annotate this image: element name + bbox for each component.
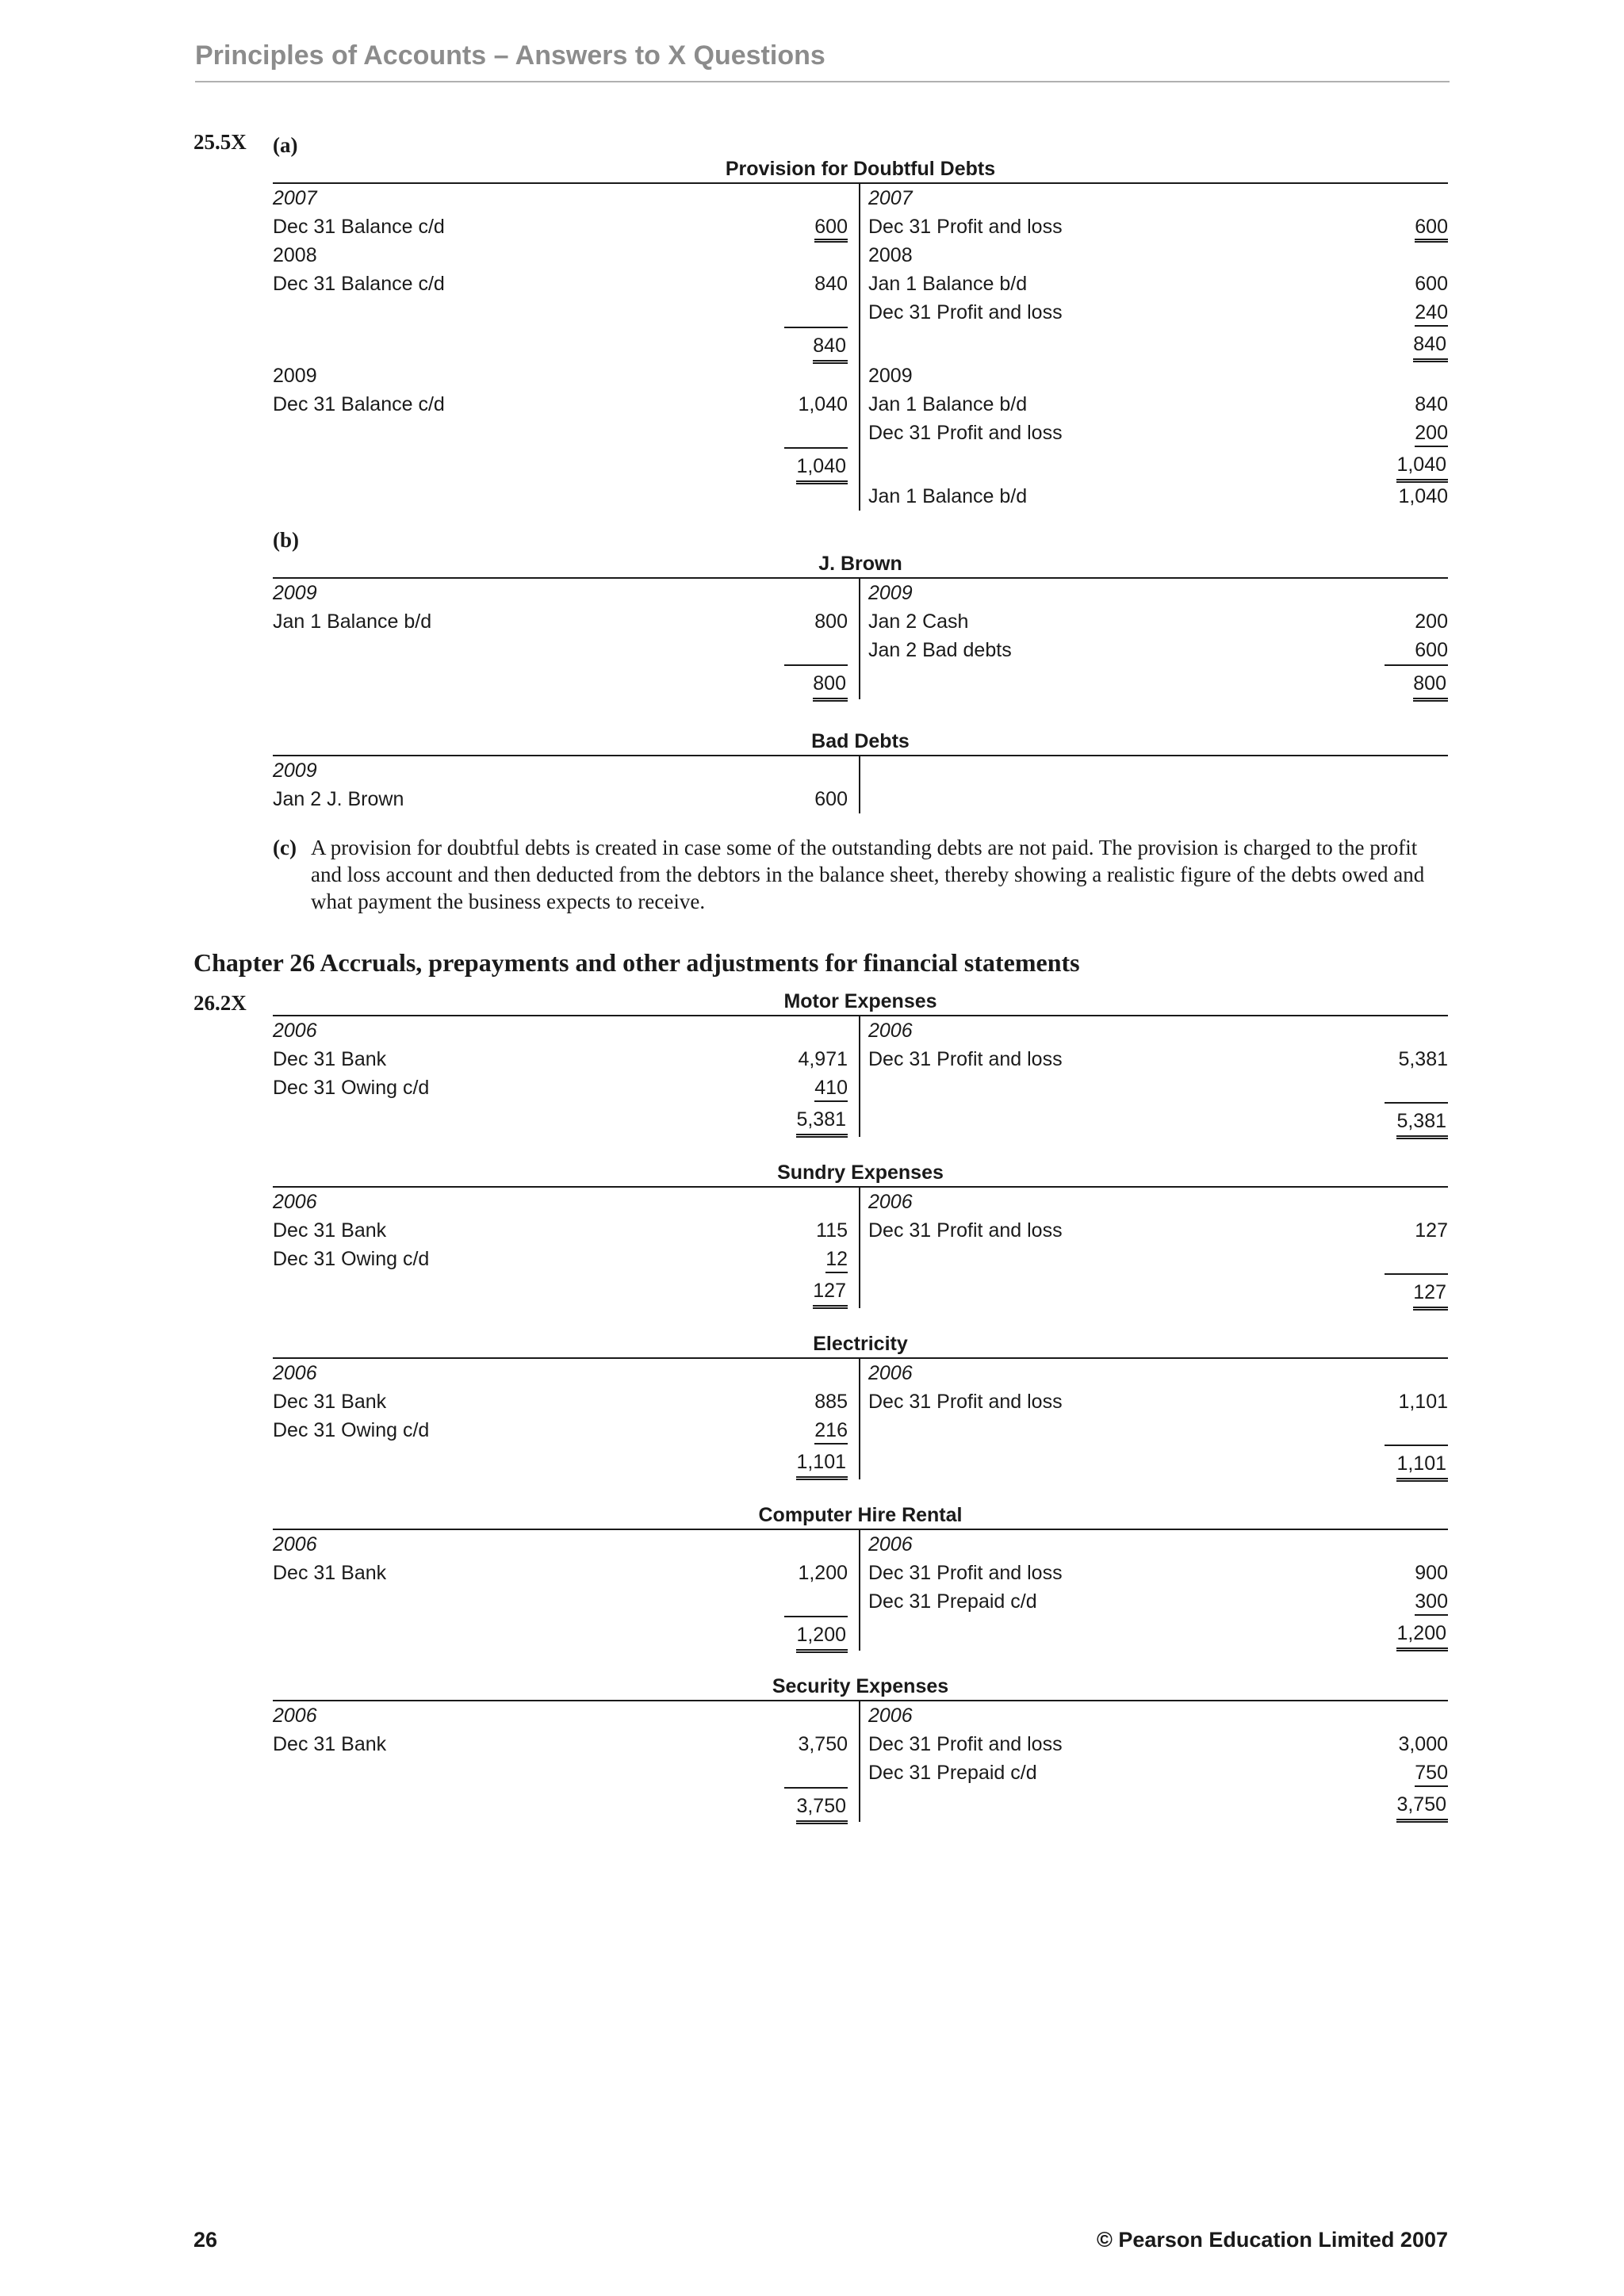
entry-desc: Dec 31 Profit and loss [868, 1219, 1063, 1242]
entry-amount: 5,381 [1398, 1048, 1448, 1070]
entry-desc: Dec 31 Prepaid c/d [868, 1762, 1037, 1784]
ledger-body [273, 182, 1448, 511]
ledger-total-row [868, 1616, 1448, 1651]
ledger-row [273, 1387, 848, 1416]
total-amount: 3,750 [796, 1792, 848, 1824]
ledger-total-row [868, 327, 1448, 362]
entry-desc: Dec 31 Balance c/d [273, 216, 445, 238]
ledger-body [273, 755, 1448, 813]
entry-year: 2009 [273, 582, 317, 604]
entry-amount: 750 [1415, 1760, 1448, 1787]
ledger-row [273, 579, 848, 607]
ledger-title: Electricity [813, 1333, 908, 1355]
ledger-electricity [273, 1330, 1448, 1479]
ledger-row [868, 607, 1448, 636]
credit-side [860, 184, 1448, 511]
ledger-row [868, 1587, 1448, 1616]
entry-amount: 840 [1415, 393, 1448, 415]
ledger-j-brown [273, 550, 1448, 699]
debit-side [273, 1530, 860, 1651]
entry-amount: 3,750 [798, 1733, 848, 1755]
entry-amount: 600 [1415, 273, 1448, 295]
ledger-row [273, 1073, 848, 1102]
copyright-notice: © Pearson Education Limited 2007 [1096, 2228, 1448, 2252]
debit-side [273, 1701, 860, 1822]
entry-year: 2007 [868, 187, 913, 209]
entry-desc: Dec 31 Owing c/d [273, 1419, 430, 1441]
entry-year: 2006 [868, 1191, 913, 1213]
ledger-row [868, 1359, 1448, 1387]
ledger-total-row [868, 1787, 1448, 1822]
ledger-row [273, 241, 848, 270]
ledger-security-expenses [273, 1673, 1448, 1822]
entry-desc: Jan 1 Balance b/d [273, 610, 432, 633]
ledger-body [273, 1529, 1448, 1651]
ledger-total-row [868, 1102, 1448, 1137]
total-amount: 800 [1413, 669, 1448, 702]
ledger-total-row [868, 1445, 1448, 1479]
ledger-row [273, 270, 848, 298]
entry-year: 2006 [273, 1191, 317, 1213]
entry-amount: 600 [1415, 215, 1448, 243]
ledger-row [273, 212, 848, 241]
total-amount: 1,200 [796, 1621, 848, 1653]
entry-desc: Dec 31 Bank [273, 1562, 387, 1584]
debit-side [273, 1188, 860, 1308]
entry-amount: 12 [825, 1246, 848, 1273]
entry-year: 2006 [868, 1533, 913, 1556]
ledger-body [273, 577, 1448, 699]
ledger-body [273, 1186, 1448, 1308]
entry-amount: 600 [1415, 639, 1448, 661]
ledger-row [868, 212, 1448, 241]
ledger-row [868, 1216, 1448, 1245]
entry-desc: Dec 31 Owing c/d [273, 1248, 430, 1270]
ledger-total-row [273, 447, 848, 482]
entry-year: 2009 [273, 760, 317, 782]
entry-year: 2006 [868, 1705, 913, 1727]
entry-amount: 1,101 [1398, 1391, 1448, 1413]
total-amount: 1,200 [1396, 1619, 1448, 1651]
ledger-row [273, 1045, 848, 1073]
entry-desc: Dec 31 Profit and loss [868, 1391, 1063, 1413]
credit-side [860, 756, 1448, 813]
entry-amount: 4,971 [798, 1048, 848, 1070]
page-header [195, 36, 1450, 82]
question-number: 26.2X [193, 991, 247, 1015]
ledger-row [273, 482, 848, 511]
entry-desc: Jan 1 Balance b/d [868, 273, 1028, 295]
ledger-row [868, 1758, 1448, 1787]
total-amount: 5,381 [1396, 1107, 1448, 1139]
ledger-row [868, 482, 1448, 511]
entry-desc: Dec 31 Bank [273, 1391, 387, 1413]
ledger-row [868, 636, 1448, 664]
part-label-b: (b) [273, 528, 299, 552]
total-amount: 1,040 [1396, 450, 1448, 483]
ledger-row [868, 1073, 1448, 1102]
part-label-c: (c) [273, 836, 297, 859]
total-amount: 127 [813, 1276, 848, 1309]
debit-side [273, 184, 860, 511]
entry-amount: 800 [814, 610, 848, 633]
ledger-row [273, 390, 848, 419]
ledger-row [273, 1559, 848, 1587]
ledger-row [868, 1245, 1448, 1273]
ledger-title: Motor Expenses [783, 990, 937, 1012]
entry-year: 2006 [868, 1362, 913, 1384]
entry-amount: 1,040 [798, 393, 848, 415]
ledger-row [273, 419, 848, 447]
entry-amount: 1,200 [798, 1562, 848, 1584]
ledger-title: J. Brown [818, 553, 902, 575]
ledger-body [273, 1700, 1448, 1822]
entry-amount: 200 [1415, 420, 1448, 447]
entry-amount: 410 [814, 1075, 848, 1102]
ledger-sundry-expenses [273, 1159, 1448, 1308]
ledger-row [868, 1530, 1448, 1559]
entry-amount: 1,040 [1398, 485, 1448, 507]
ledger-row [273, 298, 848, 327]
question-number: 25.5X [193, 130, 247, 154]
entry-amount: 3,000 [1398, 1733, 1448, 1755]
entry-desc: Dec 31 Balance c/d [273, 273, 445, 295]
total-amount: 800 [813, 669, 848, 702]
ledger-row [273, 1416, 848, 1445]
entry-amount: 300 [1415, 1589, 1448, 1616]
ledger-total-row [868, 1273, 1448, 1308]
ledger-row [868, 579, 1448, 607]
ledger-row [868, 1559, 1448, 1587]
debit-side [273, 1016, 860, 1137]
entry-desc: Dec 31 Profit and loss [868, 1048, 1063, 1070]
ledger-row [868, 362, 1448, 390]
part-c-paragraph [273, 834, 1438, 915]
entry-amount: 115 [816, 1219, 848, 1242]
entry-desc: Dec 31 Bank [273, 1733, 387, 1755]
entry-amount: 840 [814, 273, 848, 295]
entry-year: 2006 [273, 1705, 317, 1727]
total-amount: 127 [1413, 1278, 1448, 1311]
ledger-total-row [273, 1273, 848, 1308]
credit-side [860, 1188, 1448, 1308]
entry-desc: Jan 1 Balance b/d [868, 485, 1028, 507]
part-c-text: A provision for doubtful debts is created in case some of the outstanding debts are not paid. The provision is charged to the profit and loss account and then deducted from the debtors in the balance sheet, thereby showing a realistic figure of the debts owed and what payment the business expects to receive. [311, 836, 1425, 913]
ledger-total-row [868, 447, 1448, 482]
entry-desc: Jan 2 J. Brown [273, 788, 404, 810]
ledger-row [868, 1387, 1448, 1416]
entry-desc: Dec 31 Balance c/d [273, 393, 445, 415]
ledger-row [868, 1188, 1448, 1216]
ledger-row [273, 1359, 848, 1387]
entry-desc: Dec 31 Owing c/d [273, 1077, 430, 1099]
ledger-row [868, 270, 1448, 298]
entry-desc: Dec 31 Prepaid c/d [868, 1590, 1037, 1613]
ledger-row [273, 785, 848, 813]
entry-desc: Dec 31 Bank [273, 1219, 387, 1242]
ledger-title: Sundry Expenses [777, 1161, 944, 1184]
total-amount: 1,101 [796, 1448, 848, 1480]
ledger-row [273, 1587, 848, 1616]
entry-amount: 600 [814, 788, 848, 810]
ledger-total-row [273, 664, 848, 699]
chapter-heading: Chapter 26 Accruals, prepayments and other adjustments for financial statements [193, 948, 1080, 977]
entry-desc: Jan 1 Balance b/d [868, 393, 1028, 415]
credit-side [860, 1359, 1448, 1479]
ledger-row [273, 607, 848, 636]
total-amount: 3,750 [1396, 1790, 1448, 1823]
entry-year: 2006 [868, 1020, 913, 1042]
entry-amount: 127 [1415, 1219, 1448, 1242]
entry-year: 2006 [273, 1020, 317, 1042]
credit-side [860, 579, 1448, 699]
ledger-row [273, 1188, 848, 1216]
ledger-row [273, 1016, 848, 1045]
credit-side [860, 1530, 1448, 1651]
ledger-row [273, 756, 848, 785]
entry-desc: Dec 31 Bank [273, 1048, 387, 1070]
entry-year: 2008 [273, 244, 317, 266]
ledger-row [868, 1730, 1448, 1758]
ledger-row [273, 636, 848, 664]
ledger-row [868, 419, 1448, 447]
total-amount: 840 [813, 331, 848, 364]
total-amount: 5,381 [796, 1105, 848, 1138]
part-label-a: (a) [273, 133, 298, 157]
ledger-total-row [868, 664, 1448, 699]
debit-side [273, 1359, 860, 1479]
ledger-title: Security Expenses [772, 1675, 949, 1697]
ledger-row [868, 241, 1448, 270]
ledger-body [273, 1357, 1448, 1479]
entry-desc: Jan 2 Bad debts [868, 639, 1012, 661]
debit-side [273, 579, 860, 699]
entry-amount: 600 [814, 215, 848, 243]
entry-amount: 900 [1415, 1562, 1448, 1584]
entry-amount: 200 [1415, 610, 1448, 633]
ledger-row [868, 390, 1448, 419]
ledger-bad-debts [273, 728, 1448, 813]
ledger-total-row [273, 1616, 848, 1651]
entry-year: 2008 [868, 244, 913, 266]
total-amount: 840 [1413, 330, 1448, 362]
total-amount: 1,040 [796, 452, 848, 484]
entry-desc: Dec 31 Profit and loss [868, 422, 1063, 444]
entry-year: 2009 [868, 582, 913, 604]
entry-amount: 216 [814, 1418, 848, 1445]
ledger-computer-hire-rental [273, 1502, 1448, 1651]
ledger-row [273, 184, 848, 212]
ledger-row [868, 1701, 1448, 1730]
ledger-body [273, 1015, 1448, 1137]
ledger-title: Computer Hire Rental [758, 1504, 963, 1526]
total-amount: 1,101 [1396, 1449, 1448, 1482]
ledger-row [868, 184, 1448, 212]
ledger-motor-expenses [273, 988, 1448, 1137]
ledger-row [273, 362, 848, 390]
debit-side [273, 756, 860, 813]
entry-year: 2009 [868, 365, 913, 387]
ledger-row [273, 1758, 848, 1787]
entry-desc: Dec 31 Profit and loss [868, 1562, 1063, 1584]
ledger-total-row [273, 1787, 848, 1822]
ledger-title: Provision for Doubtful Debts [725, 158, 996, 180]
header-title: Principles of Accounts – Answers to X Questions [195, 40, 825, 71]
ledger-row [273, 1245, 848, 1273]
ledger-row [273, 1730, 848, 1758]
ledger-total-row [273, 1102, 848, 1137]
page-number: 26 [193, 2228, 218, 2252]
ledger-row [273, 1530, 848, 1559]
ledger-row [868, 1016, 1448, 1045]
ledger-total-row [273, 327, 848, 362]
ledger-total-row [273, 1445, 848, 1479]
entry-desc: Jan 2 Cash [868, 610, 969, 633]
ledger-provision-doubtful-debts [273, 155, 1448, 511]
entry-desc: Dec 31 Profit and loss [868, 216, 1063, 238]
entry-year: 2006 [273, 1362, 317, 1384]
entry-desc: Dec 31 Profit and loss [868, 301, 1063, 323]
credit-side [860, 1701, 1448, 1822]
ledger-row [868, 1416, 1448, 1445]
entry-year: 2006 [273, 1533, 317, 1556]
ledger-row [868, 1045, 1448, 1073]
ledger-row [273, 1701, 848, 1730]
credit-side [860, 1016, 1448, 1137]
entry-amount: 885 [814, 1391, 848, 1413]
entry-desc: Dec 31 Profit and loss [868, 1733, 1063, 1755]
ledger-title: Bad Debts [811, 730, 910, 752]
ledger-row [868, 298, 1448, 327]
ledger-row [273, 1216, 848, 1245]
entry-amount: 240 [1415, 300, 1448, 327]
entry-year: 2007 [273, 187, 317, 209]
entry-year: 2009 [273, 365, 317, 387]
